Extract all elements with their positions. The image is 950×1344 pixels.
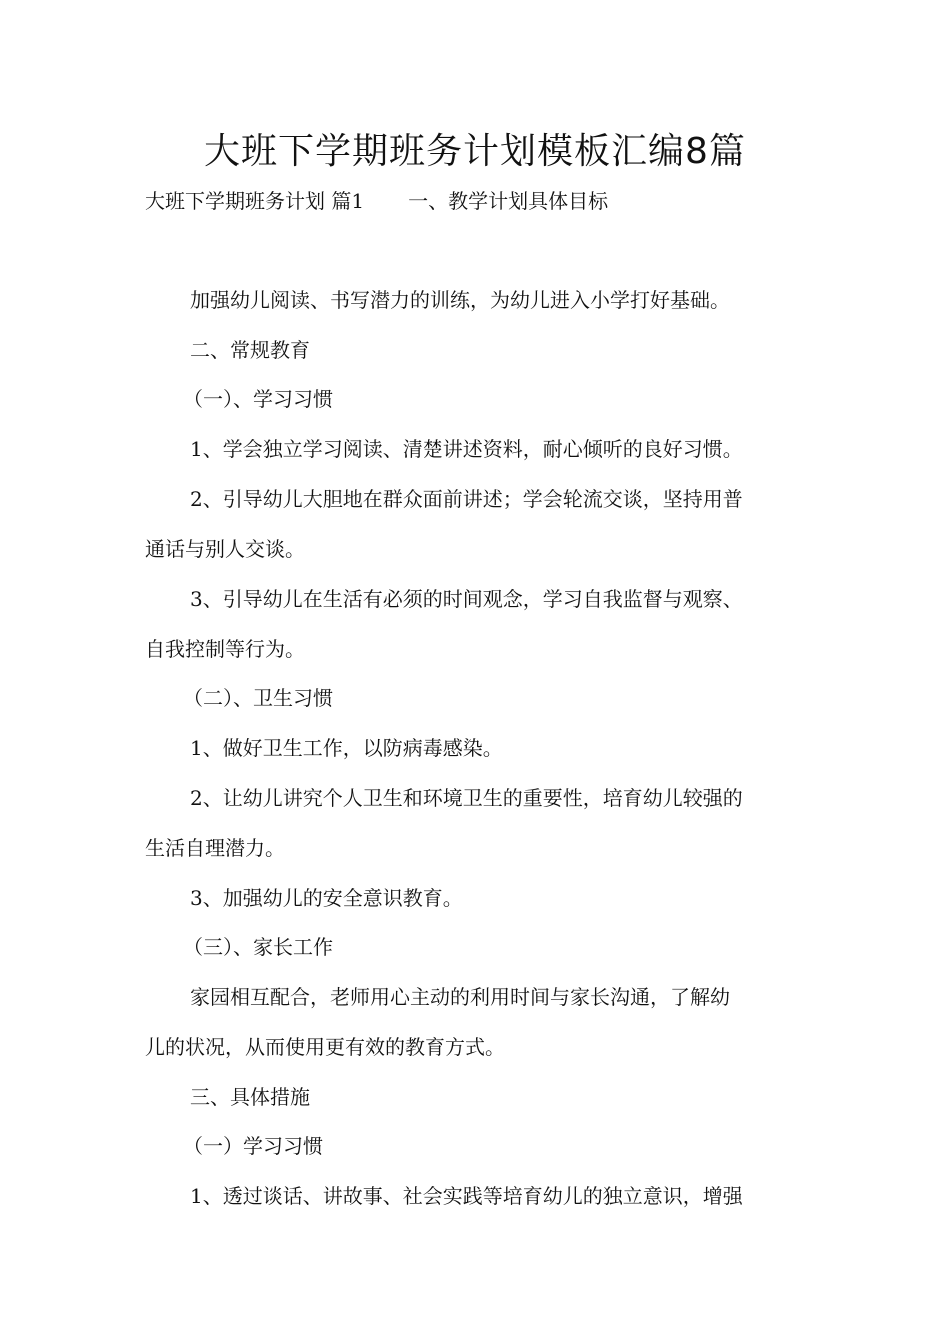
subsection-heading: （二）、卫生习惯 bbox=[183, 686, 333, 710]
body-paragraph: 3、加强幼儿的安全意识教育。 bbox=[190, 886, 463, 910]
subtitle-section-name: 大班下学期班务计划 篇1 bbox=[145, 189, 365, 213]
body-paragraph-continuation: 自我控制等行为。 bbox=[145, 637, 305, 661]
subtitle-heading: 一、教学计划具体目标 bbox=[408, 189, 609, 213]
subsection-heading: （一）、学习习惯 bbox=[183, 387, 333, 411]
body-paragraph: 3、引导幼儿在生活有必须的时间观念，学习自我监督与观察、 bbox=[190, 587, 743, 611]
document-subtitle bbox=[145, 186, 608, 216]
body-paragraph-continuation: 通话与别人交谈。 bbox=[145, 537, 305, 561]
body-paragraph: 加强幼儿阅读、书写潜力的训练，为幼儿进入小学打好基础。 bbox=[190, 288, 730, 312]
subsection-heading: （一）学习习惯 bbox=[183, 1134, 323, 1158]
body-paragraph: 1、做好卫生工作，以防病毒感染。 bbox=[190, 736, 503, 760]
body-paragraph: 1、学会独立学习阅读、清楚讲述资料，耐心倾听的良好习惯。 bbox=[190, 437, 743, 461]
document-title: 大班下学期班务计划模板汇编8篇 bbox=[204, 131, 746, 172]
section-heading: 三、具体措施 bbox=[190, 1085, 310, 1109]
body-paragraph: 2、让幼儿讲究个人卫生和环境卫生的重要性，培育幼儿较强的 bbox=[190, 786, 743, 810]
body-paragraph-continuation: 生活自理潜力。 bbox=[145, 836, 285, 860]
body-paragraph: 家园相互配合，老师用心主动的利用时间与家长沟通，了解幼 bbox=[190, 985, 730, 1009]
body-paragraph: 1、透过谈话、讲故事、社会实践等培育幼儿的独立意识，增强 bbox=[190, 1184, 743, 1208]
section-heading: 二、常规教育 bbox=[190, 338, 310, 362]
body-paragraph-continuation: 儿的状况，从而使用更有效的教育方式。 bbox=[145, 1035, 505, 1059]
body-paragraph: 2、引导幼儿大胆地在群众面前讲述；学会轮流交谈，坚持用普 bbox=[190, 487, 743, 511]
subsection-heading: （三）、家长工作 bbox=[183, 935, 333, 959]
